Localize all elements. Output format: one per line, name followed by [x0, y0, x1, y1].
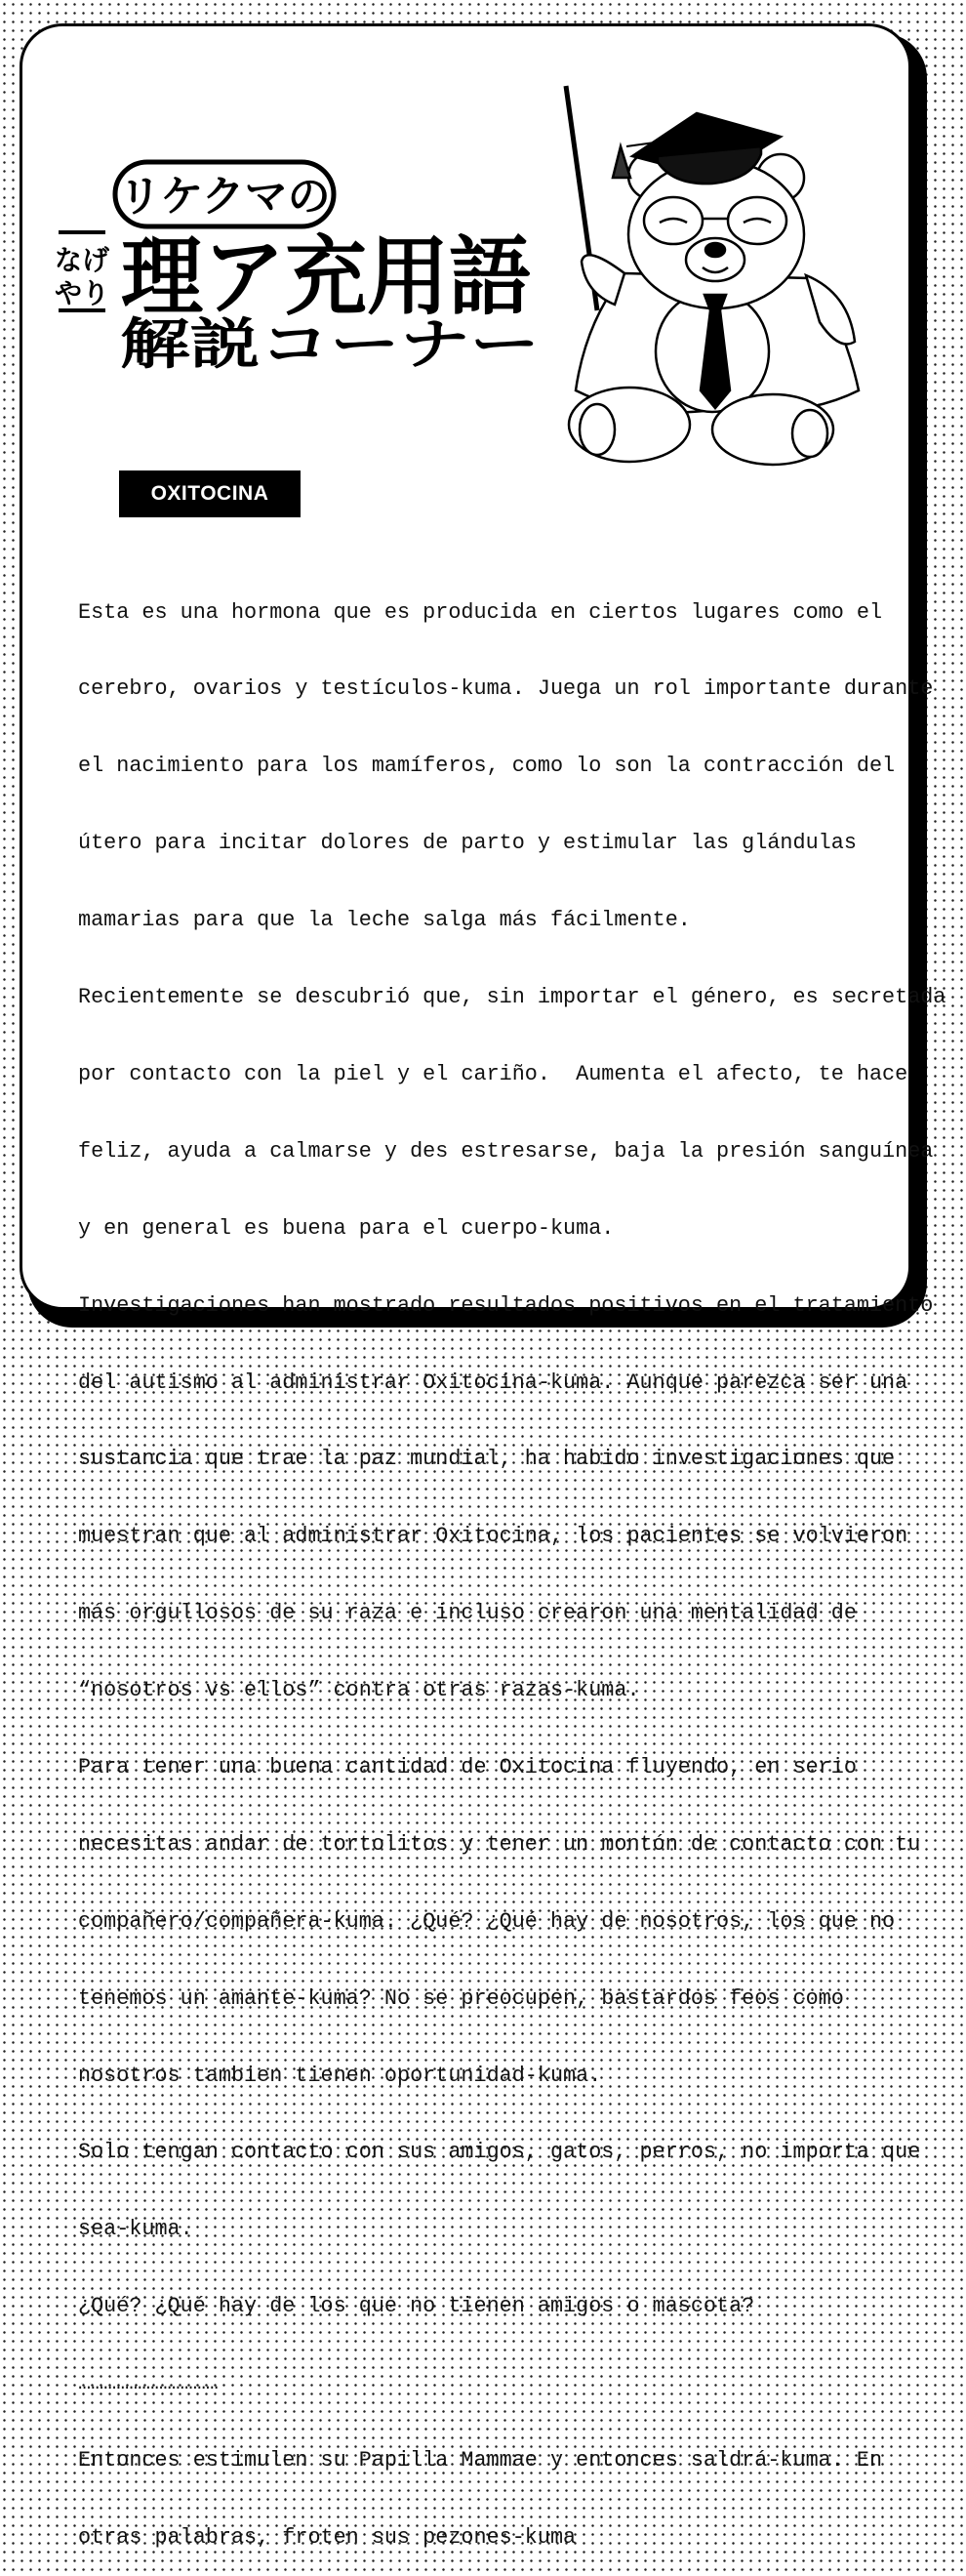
- ruby-text: リケクマの: [118, 172, 331, 222]
- section-tag: OXITOCINA: [119, 470, 301, 517]
- body-line: Entonces estimulen su Papilla Mammae y entonces saldrá-kuma. En: [78, 2447, 883, 2473]
- body-line: ¿Qué? ¿Qué hay de los que no tienen amigos o mascota?: [78, 2294, 755, 2319]
- body-line: feliz, ayuda a calmarse y des estresarse, baja la presión sanguínea: [78, 1138, 934, 1164]
- body-line: del autismo al administrar Oxitocina-kuma. Aunque parezca ser una: [78, 1370, 908, 1395]
- body-line: nosotros tambien tienen oportunidad-kuma.: [78, 2063, 602, 2088]
- body-line: “nosotros vs ellos” contra otras razas-kuma.: [78, 1678, 640, 1703]
- body-line: Recientemente se descubrió que, sin importar el género, es secretada: [78, 985, 946, 1010]
- bear-right-foot-pad: [792, 410, 827, 457]
- body-line: muestran que al administrar Oxitocina, los pacientes se volvieron: [78, 1524, 908, 1549]
- body-line: útero para incitar dolores de parto y estimular las glándulas: [78, 831, 857, 856]
- body-line: ……………………………: [78, 2371, 219, 2396]
- body-line: tenemos un amante-kuma? No se preocupen, bastardos feos como: [78, 1985, 844, 2011]
- body-line: necesitas andar de tortolitos y tener un montón de contacto con tu: [78, 1831, 921, 1857]
- body-line: cerebro, ovarios y testículos-kuma. Juega un rol importante durante: [78, 676, 934, 702]
- body-line: por contacto con la piel y el cariño. Aumenta el afecto, te hace: [78, 1061, 908, 1086]
- body-line: Investigaciones han mostrado resultados positivos en el tratamiento: [78, 1292, 934, 1318]
- bear-mascot-illustration: [566, 86, 859, 465]
- body-line: más orgullosos de su raza e incluso crearon una mentalidad de: [78, 1601, 857, 1626]
- body-line: y en general es buena para el cuerpo-kuma.: [78, 1215, 615, 1241]
- body-line: otras palabras, froten sus pezones-kuma: [78, 2524, 577, 2550]
- title-logo: [0, 0, 966, 469]
- article-body: [78, 549, 946, 2576]
- body-line: el nacimiento para los mamíferos, como lo son la contracción del: [78, 754, 896, 779]
- bear-glasses-left: [644, 197, 703, 244]
- bear-nose: [705, 243, 725, 257]
- side-label-bottom: やり: [54, 277, 110, 309]
- body-line: Esta es una hormona que es producida en ciertos lugares como el: [78, 599, 883, 625]
- body-line: Para tener una buena cantidad de Oxitocina fluyendo, en serio: [78, 1754, 857, 1779]
- side-label-top: なげ: [54, 244, 110, 276]
- body-line: mamarias para que la leche salga más fácilmente.: [78, 908, 691, 933]
- title-main: 理ア充用語: [121, 226, 531, 327]
- bear-left-arm: [582, 255, 624, 305]
- bear-left-foot-pad: [580, 404, 615, 455]
- body-line: Solo tengan contacto con sus amigos, gatos, perros, no importa que: [78, 2140, 921, 2165]
- title-sub: 解説コーナー: [120, 313, 540, 377]
- body-line: compañero/compañera-kuma. ¿Qué? ¿Qué hay de nosotros, los que no: [78, 1908, 896, 1934]
- body-line: sustancia que trae la paz mundial, ha habido investigaciones que: [78, 1447, 896, 1472]
- body-line: sea-kuma.: [78, 2217, 193, 2242]
- graduation-cap-tassel: [613, 146, 630, 178]
- bear-glasses-right: [728, 197, 786, 244]
- title-logo-art: [0, 0, 966, 469]
